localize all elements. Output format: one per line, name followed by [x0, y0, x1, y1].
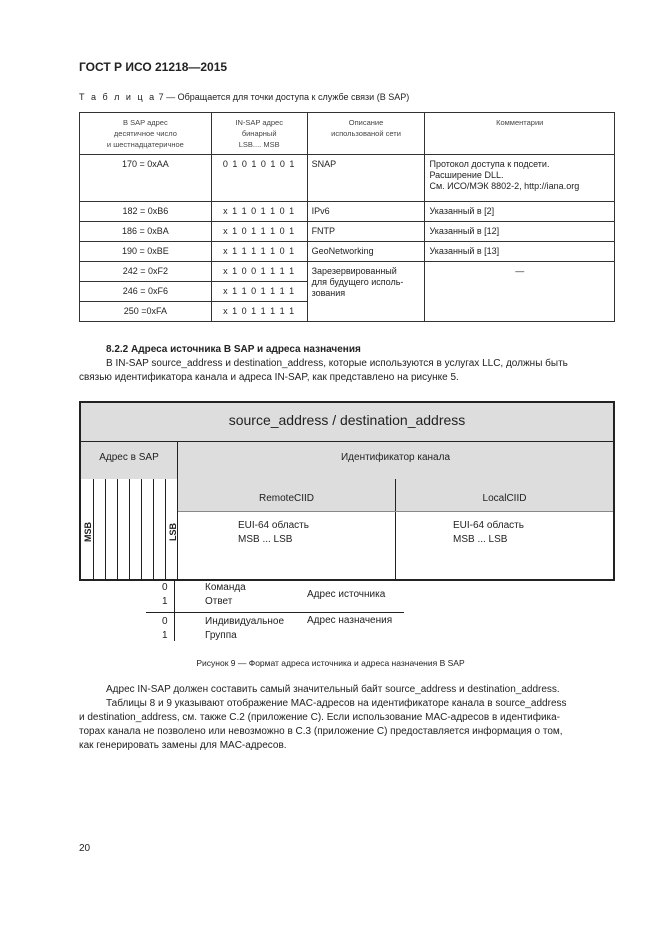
legend-label-destination: Адрес назначения — [307, 615, 393, 626]
cell-bin: x 1 0 1 1 1 0 1 — [211, 222, 307, 242]
table-row — [80, 242, 615, 262]
cell-desc: FNTP — [307, 222, 425, 242]
cell-addr: 186 = 0xBA — [80, 222, 212, 242]
comment-line: Протокол доступа к подсети. — [429, 159, 550, 169]
figure-top-label: source_address / destination_address — [228, 412, 466, 428]
text-line: В IN-SAP source_address и destination_address, которые используются в услугах LLC, должны быть — [106, 358, 568, 369]
lsb-label: LSB — [168, 523, 178, 541]
cell-addr: 246 = 0xF6 — [80, 282, 212, 302]
bit-divider — [165, 479, 166, 579]
table-header-row — [80, 113, 615, 155]
msb-label: MSB — [83, 522, 93, 542]
cell-comment: Указанный в [12] — [425, 222, 615, 242]
bit-divider — [141, 479, 142, 579]
table-caption-text: 7 — Обращается для точки доступа к службе связи (B SAP) — [158, 92, 410, 102]
cell-comment: Указанный в [13] — [425, 242, 615, 262]
legend-meanings-source — [205, 581, 246, 609]
text-line: как генерировать замены для MAC-адресов. — [79, 740, 287, 751]
header-line: использованой сети — [331, 129, 401, 138]
remote-ciid-text — [238, 519, 309, 547]
legend-meanings-destination — [205, 615, 284, 643]
header-col1 — [80, 113, 212, 155]
cell-desc: IPv6 — [307, 202, 425, 222]
desc-line: для будущего исполь- — [311, 277, 404, 287]
cell-bin: x 1 1 1 1 1 0 1 — [211, 242, 307, 262]
table-caption-prefix: Т а б л и ц а — [79, 92, 157, 102]
cell-comment-reserved: — — [425, 262, 615, 322]
sap-table — [79, 112, 615, 322]
text-line: связью идентификатора канала и адреса IN-SAP, как представлено на рисунке 5. — [79, 372, 459, 383]
document-header: ГОСТ Р ИСО 21218—2015 — [79, 60, 228, 74]
table-row — [80, 155, 615, 202]
bit-meaning: Ответ — [205, 596, 233, 607]
header-line: Описание — [348, 118, 384, 127]
cell-addr: 250 =0xFA — [80, 302, 212, 322]
cell-desc-reserved — [307, 262, 425, 322]
text-line: и destination_address, см. также С.2 (приложение С). Если использование MAC-адресов в идентифика- — [79, 712, 561, 723]
cell-addr: 170 = 0xAA — [80, 155, 212, 202]
cell-bin: x 1 1 0 1 1 1 1 — [211, 282, 307, 302]
header-line: LSB.... MSB — [238, 140, 280, 149]
cell-addr: 242 = 0xF2 — [80, 262, 212, 282]
cell-desc: SNAP — [307, 155, 425, 202]
cell-addr: 190 = 0xBE — [80, 242, 212, 262]
header-col2 — [211, 113, 307, 155]
header-line: B SAP адрес — [123, 118, 168, 127]
divider — [178, 511, 613, 512]
bit-meaning: Группа — [205, 630, 237, 641]
bit-divider — [93, 479, 94, 579]
cell-desc: GeoNetworking — [307, 242, 425, 262]
cell-bin: x 1 0 1 1 1 1 1 — [211, 302, 307, 322]
figure-caption: Рисунок 9 — Формат адреса источника и адреса назначения B SAP — [196, 658, 465, 668]
text-line: Таблицы 8 и 9 указывают отображение MAC-адресов на идентификаторе канала в source_address — [106, 698, 567, 709]
table-row — [80, 202, 615, 222]
bit-divider — [105, 479, 106, 579]
text-line: Адрес IN-SAP должен составить самый значительный байт source_address и destination_address. — [106, 684, 560, 695]
legend-connector — [174, 579, 175, 641]
cell-comment: Указанный в [2] — [425, 202, 615, 222]
comment-line: См. ИСО/МЭК 8802-2, http://iana.org — [429, 181, 580, 191]
text-line: MSB ... LSB — [238, 534, 293, 545]
address-format-figure — [79, 401, 615, 581]
bit-value: 1 — [162, 630, 168, 641]
bit-divider — [129, 479, 130, 579]
legend-label-source: Адрес источника — [307, 589, 386, 600]
cell-bin: x 1 0 0 1 1 1 1 — [211, 262, 307, 282]
cell-bin: x 1 1 0 1 1 0 1 — [211, 202, 307, 222]
cell-bin: 0 1 0 1 0 1 0 1 — [211, 155, 307, 202]
legend-bits-source — [162, 581, 168, 609]
bit-value: 1 — [162, 596, 168, 607]
cell-comment — [425, 155, 615, 202]
legend-divider — [146, 612, 404, 613]
header-col4 — [425, 113, 615, 155]
header-line: и шестнадцатеричное — [106, 140, 184, 149]
page-number: 20 — [79, 843, 91, 854]
sap-label: Адрес в SAP — [99, 452, 159, 463]
header-line: бинарный — [241, 129, 277, 138]
paragraph-2 — [79, 683, 615, 697]
desc-line: Зарезервированный — [311, 266, 397, 276]
bit-divider — [117, 479, 118, 579]
legend-bits-destination — [162, 615, 168, 643]
channel-label: Идентификатор канала — [340, 452, 451, 463]
header-line: десятичное число — [113, 129, 177, 138]
comment-line: Расширение DLL. — [429, 170, 504, 180]
table-row — [80, 262, 615, 282]
paragraph-3 — [79, 697, 615, 753]
text-line: торах канала не позволено или невозможно в С.3 (приложение С) предоставляется информация о том, — [79, 726, 563, 737]
header-col3 — [307, 113, 425, 155]
text-line: EUI-64 область — [238, 520, 309, 531]
bit-value: 0 — [162, 616, 168, 627]
header-line: IN-SAP адрес — [235, 118, 283, 127]
bit-meaning: Команда — [205, 582, 246, 593]
local-ciid-label: LocalCIID — [482, 493, 527, 504]
text-line: MSB ... LSB — [453, 534, 508, 545]
bit-meaning: Индивидуальное — [205, 616, 285, 627]
remote-ciid-label: RemoteCIID — [258, 493, 314, 504]
table-row — [80, 222, 615, 242]
local-ciid-text — [453, 519, 524, 547]
cell-addr: 182 = 0xB6 — [80, 202, 212, 222]
bit-value: 0 — [162, 582, 168, 593]
bit-divider — [153, 479, 154, 579]
paragraph-1 — [79, 357, 615, 385]
text-line: EUI-64 область — [453, 520, 524, 531]
header-line: Комментарии — [496, 118, 544, 127]
desc-line: зования — [311, 288, 346, 298]
section-title: 8.2.2 Адреса источника B SAP и адреса назначения — [106, 344, 361, 355]
table-caption — [79, 92, 409, 102]
